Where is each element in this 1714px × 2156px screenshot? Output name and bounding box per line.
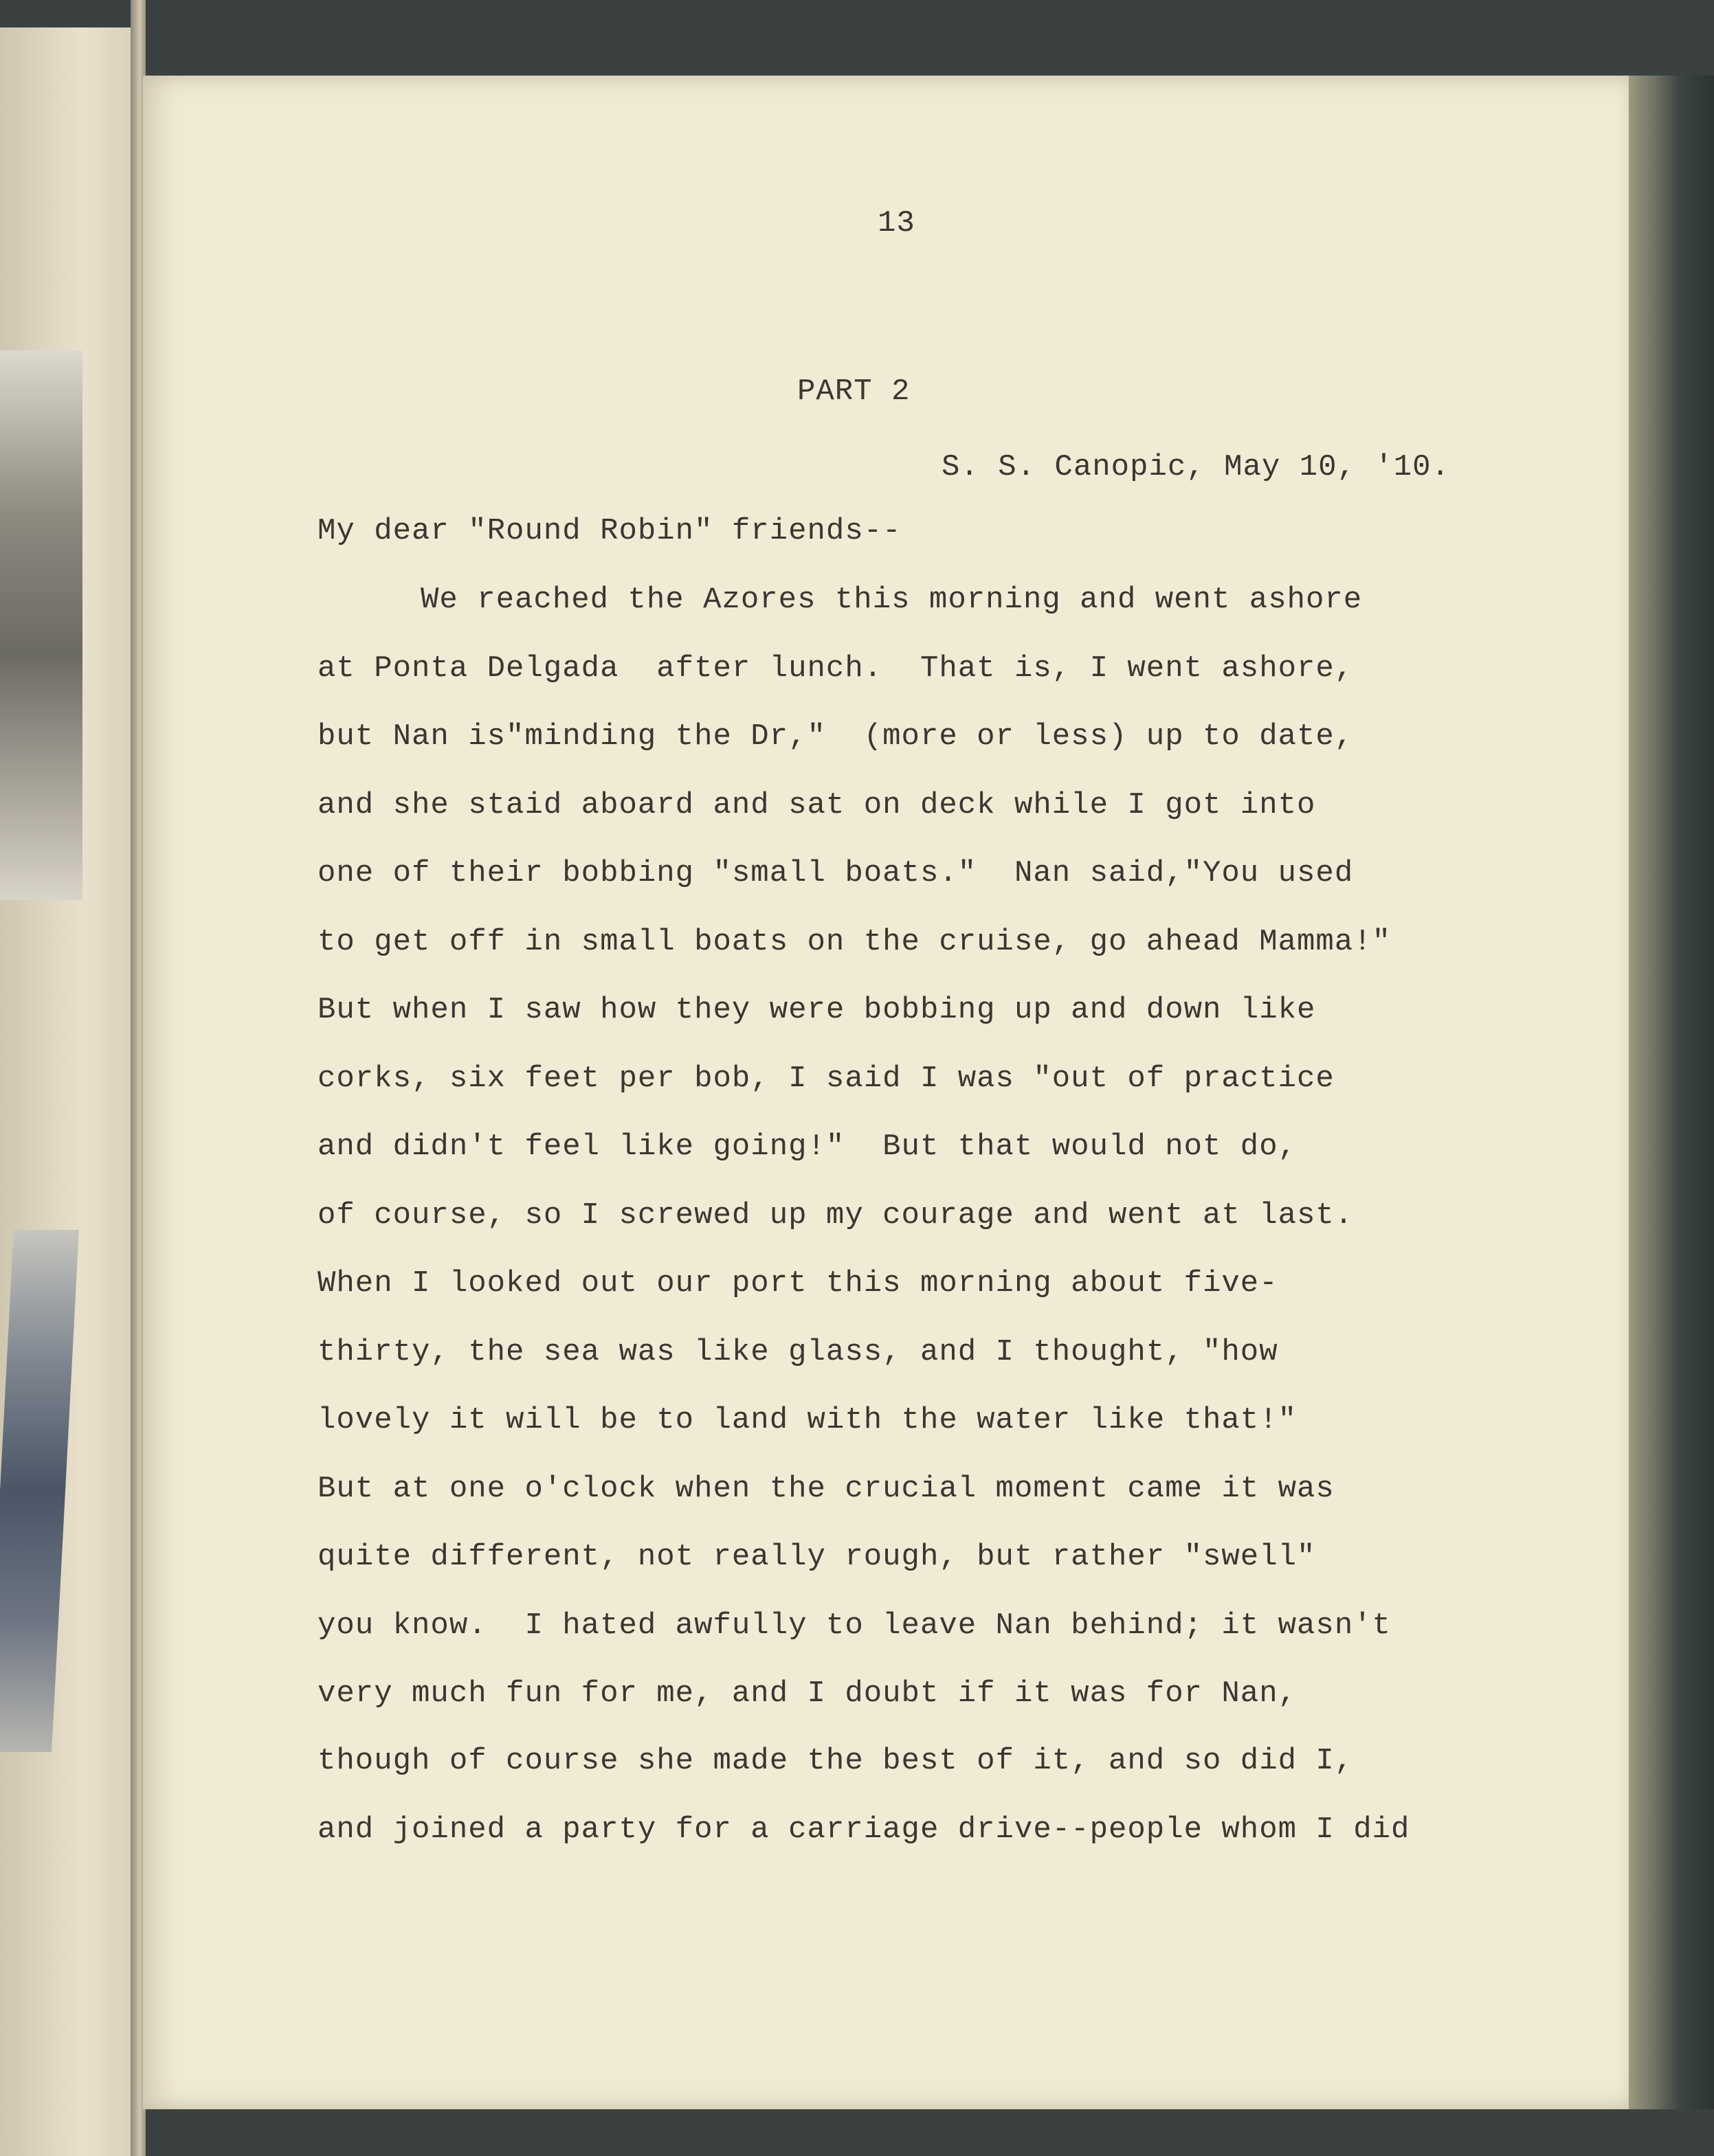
body-line: but Nan is"minding the Dr," (more or less) up to date,	[318, 719, 1354, 754]
body-line: of course, so I screwed up my courage and went at last.	[318, 1198, 1354, 1233]
salutation: My dear "Round Robin" friends--	[318, 514, 902, 548]
body-line: But at one o'clock when the crucial moment came it was	[318, 1472, 1335, 1506]
body-line: and didn't feel like going!" But that would not do,	[318, 1130, 1298, 1164]
page-number: 13	[878, 206, 915, 240]
left-page-photo-bottom	[0, 1230, 79, 1752]
book-cover-edge	[1629, 76, 1714, 2109]
part-title: PART 2	[797, 374, 911, 409]
dateline: S. S. Canopic, May 10, '10.	[942, 450, 1450, 484]
body-line: But when I saw how they were bobbing up and down like	[318, 993, 1316, 1027]
left-facing-page	[0, 27, 137, 2156]
body-line: one of their bobbing "small boats." Nan said,"You used	[318, 856, 1354, 890]
body-line: at Ponta Delgada after lunch. That is, I went ashore,	[318, 651, 1354, 686]
body-line: We reached the Azores this morning and went ashore	[421, 583, 1363, 617]
body-line: lovely it will be to land with the water like that!"	[318, 1403, 1298, 1437]
body-line: very much fun for me, and I doubt if it was for Nan,	[318, 1676, 1298, 1711]
body-line: corks, six feet per bob, I said I was "out of practice	[318, 1062, 1335, 1096]
body-line: When I looked out our port this morning about five-	[318, 1266, 1278, 1301]
body-line: and joined a party for a carriage drive--people whom I did	[318, 1812, 1410, 1847]
body-line: and she staid aboard and sat on deck while I got into	[318, 788, 1316, 822]
left-page-photo-top	[0, 350, 82, 900]
body-line: thirty, the sea was like glass, and I thought, "how	[318, 1335, 1278, 1369]
body-line: though of course she made the best of it, and so did I,	[318, 1744, 1354, 1778]
body-line: you know. I hated awfully to leave Nan behind; it wasn't	[318, 1608, 1392, 1643]
body-line: quite different, not really rough, but rather "swell"	[318, 1540, 1316, 1574]
body-line: to get off in small boats on the cruise, go ahead Mamma!"	[318, 925, 1392, 959]
